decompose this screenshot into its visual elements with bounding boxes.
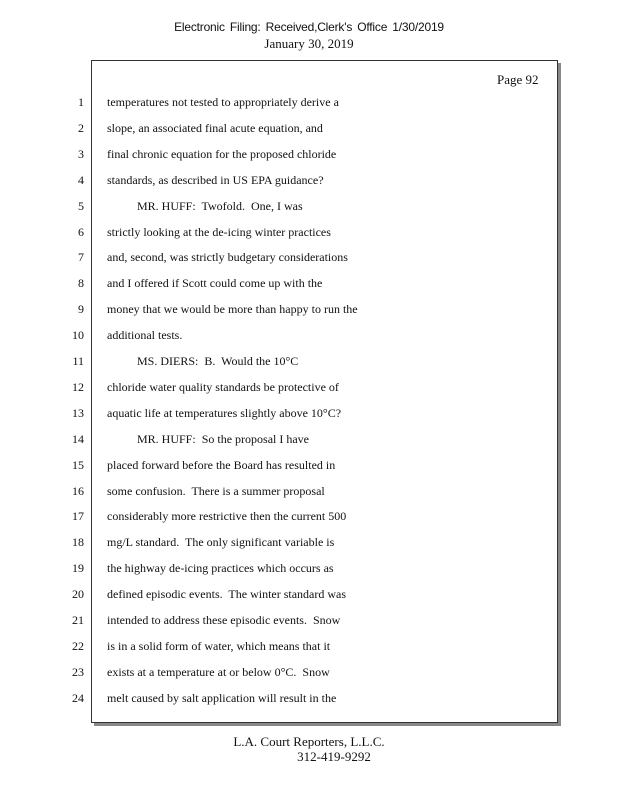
line-text: some confusion. There is a summer proposal	[107, 483, 325, 498]
line-text: aquatic life at temperatures slightly above 10°C?	[107, 405, 342, 420]
line-number: 4	[78, 172, 84, 187]
line-text: additional tests.	[107, 328, 183, 343]
line-number: 7	[78, 250, 84, 265]
line-number: 14	[72, 431, 84, 446]
line-text: chloride water quality standards be protective of	[107, 379, 339, 394]
filing-date: January 30, 2019	[264, 36, 354, 51]
line-number: 20	[72, 587, 84, 602]
line-number: 11	[72, 354, 84, 368]
line-text: placed forward before the Board has resulted in	[107, 457, 336, 472]
line-number: 6	[78, 224, 84, 239]
line-text: and, second, was strictly budgetary considerations	[107, 250, 348, 265]
line-text: intended to address these episodic events. Snow	[107, 613, 341, 627]
line-text: slope, an associated final acute equation, and	[107, 120, 323, 135]
line-text: mg/L standard. The only significant variable is	[107, 535, 335, 550]
line-text: is in a solid form of water, which means that it	[107, 638, 331, 653]
line-text: temperatures not tested to appropriately derive a	[107, 95, 339, 109]
line-text: the highway de-icing practices which occurs as	[107, 561, 334, 576]
line-text: MR. HUFF: So the proposal I have	[107, 431, 309, 446]
line-number: 13	[72, 405, 84, 420]
line-number: 2	[78, 120, 84, 135]
reporter-phone: 312-419-9292	[297, 749, 371, 764]
line-text: and I offered if Scott could come up with the	[107, 276, 323, 291]
line-text: defined episodic events. The winter standard was	[107, 587, 347, 602]
line-number: 21	[72, 613, 84, 627]
line-number: 9	[78, 302, 84, 317]
line-text: standards, as described in US EPA guidance?	[107, 172, 324, 187]
reporter-company: L.A. Court Reporters, L.L.C.	[233, 734, 385, 749]
footer	[0, 734, 618, 764]
line-number: 22	[72, 638, 84, 653]
line-number: 15	[72, 457, 84, 472]
line-number: 1	[78, 95, 84, 109]
line-number: 10	[72, 328, 84, 343]
line-text: money that we would be more than happy to run the	[107, 302, 358, 317]
line-number: 3	[78, 146, 84, 161]
line-number: 18	[72, 535, 84, 550]
line-number: 12	[72, 379, 84, 394]
line-number: 19	[72, 561, 84, 576]
filing-stamp: Electronic Filing: Received,Clerk's Office 1/30/2019	[174, 20, 444, 34]
line-number: 16	[72, 483, 84, 498]
line-number: 23	[72, 664, 84, 679]
line-text: MR. HUFF: Twofold. One, I was	[107, 198, 303, 213]
line-number: 17	[72, 509, 84, 524]
line-text: final chronic equation for the proposed chloride	[107, 146, 337, 161]
line-number: 5	[78, 198, 84, 213]
line-text: MS. DIERS: B. Would the 10°C	[107, 354, 299, 368]
line-text: exists at a temperature at or below 0°C. Snow	[107, 664, 330, 679]
line-text: melt caused by salt application will result in the	[107, 690, 337, 705]
line-text: considerably more restrictive then the current 500	[107, 509, 347, 524]
line-text: strictly looking at the de-icing winter practices	[107, 224, 331, 239]
page-number: Page 92	[497, 72, 539, 87]
line-number: 8	[78, 276, 84, 291]
line-number: 24	[72, 690, 84, 705]
